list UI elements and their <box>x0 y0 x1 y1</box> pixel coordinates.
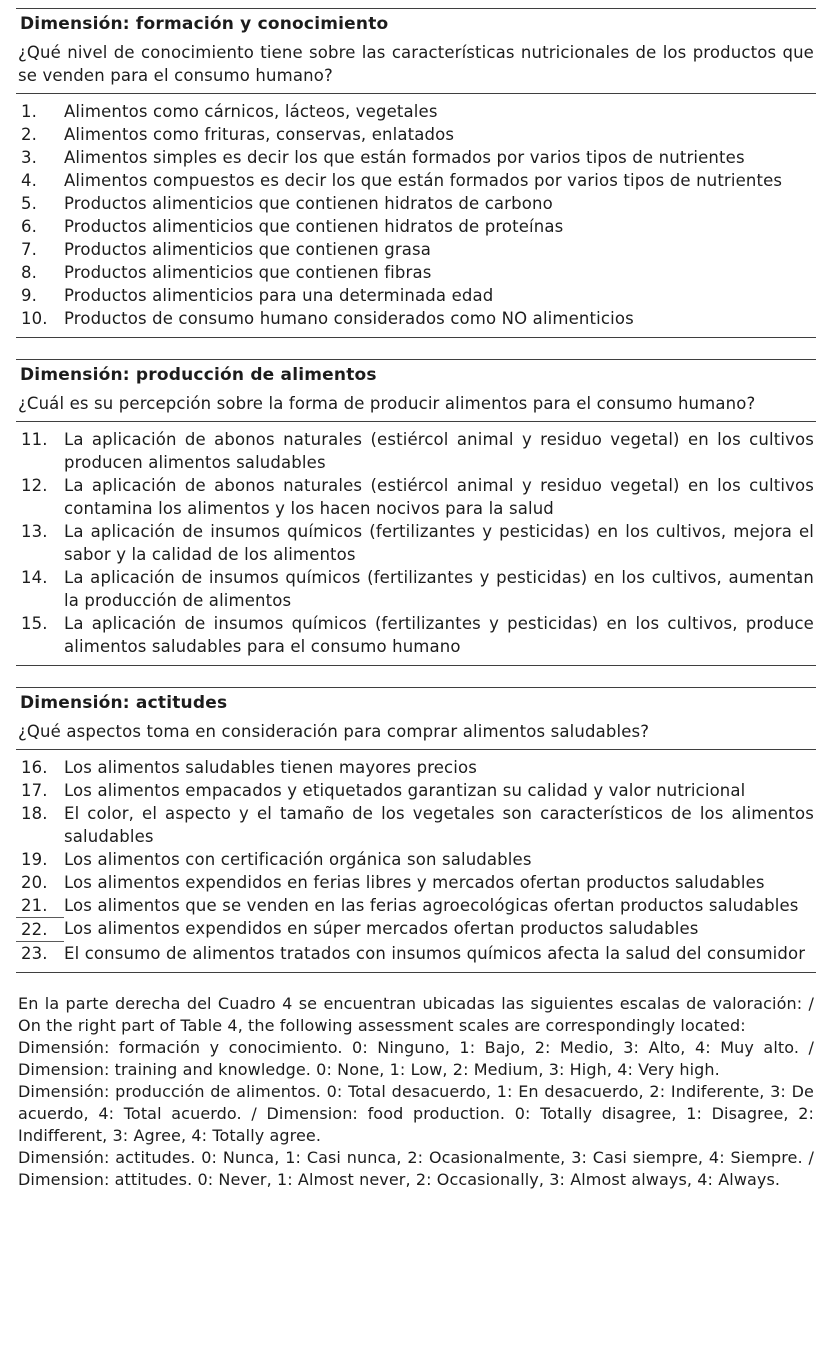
item-number: 21. <box>21 896 48 915</box>
item-text: Los alimentos expendidos en súper mercados ofertan productos saludables <box>64 919 699 938</box>
questionnaire-item <box>16 261 816 284</box>
section-title: Dimensión: formación y conocimiento <box>20 14 389 34</box>
item-number: 8. <box>21 263 38 282</box>
questionnaire-item <box>16 284 816 307</box>
item-number: 16. <box>21 758 48 777</box>
questionnaire-item <box>16 123 816 146</box>
item-text: Los alimentos que se venden en las ferias agroecológicas ofertan productos saludables <box>64 896 799 915</box>
questionnaire-item <box>16 612 816 658</box>
item-text: Productos de consumo humano considerados como NO alimenticios <box>64 309 634 328</box>
item-text: El color, el aspecto y el tamaño de los vegetales son característicos de los alimentos saludables <box>64 804 814 846</box>
questionnaire-item <box>16 146 816 169</box>
item-text: Productos alimenticios que contienen fibras <box>64 263 432 282</box>
item-number: 14. <box>21 568 48 587</box>
item-text: Los alimentos empacados y etiquetados garantizan su calidad y valor nutricional <box>64 781 746 800</box>
item-number: 15. <box>21 614 48 633</box>
questionnaire-item <box>16 942 816 965</box>
questionnaire-item <box>16 848 816 871</box>
item-number: 11. <box>21 430 48 449</box>
scale-legend-paragraph: Dimensión: formación y conocimiento. 0: Ninguno, 1: Bajo, 2: Medio, 3: Alto, 4: Muy alto. / Dimension: training and knowledge. 0: None, 1: Low, 2: Medium, 3: High, 4: Very high. <box>18 1038 814 1079</box>
questionnaire-item <box>16 474 816 520</box>
questionnaire-item <box>16 894 816 917</box>
item-text: La aplicación de insumos químicos (fertilizantes y pesticidas) en los cultivos, mejora el sabor y la calidad de los alimentos <box>64 522 814 564</box>
item-number: 4. <box>21 171 38 190</box>
item-number: 18. <box>21 804 48 823</box>
horizontal-rule <box>16 665 816 666</box>
item-text: Alimentos como frituras, conservas, enlatados <box>64 125 455 144</box>
section-produccion-alimentos <box>16 359 816 666</box>
item-text: La aplicación de insumos químicos (fertilizantes y pesticidas) en los cultivos, aumentan la producción de alimentos <box>64 568 814 610</box>
section-question: ¿Qué aspectos toma en consideración para comprar alimentos saludables? <box>18 722 650 741</box>
item-text: Los alimentos con certificación orgánica son saludables <box>64 850 532 869</box>
item-number: 23. <box>21 944 48 963</box>
item-text: Alimentos como cárnicos, lácteos, vegetales <box>64 102 438 121</box>
item-number: 2. <box>21 125 38 144</box>
questionnaire-item <box>16 238 816 261</box>
scale-legend-paragraph: Dimensión: actitudes. 0: Nunca, 1: Casi nunca, 2: Ocasionalmente, 3: Casi siempre, 4: Siempre. / Dimension: attitudes. 0: Never, 1: Almost never, 2: Occasionally, 3: Almost always, 4: Always. <box>18 1148 814 1189</box>
section-title: Dimensión: producción de alimentos <box>20 365 377 385</box>
horizontal-rule <box>16 359 816 360</box>
item-number: 17. <box>21 781 48 800</box>
questionnaire-item <box>16 756 816 779</box>
scale-legend-paragraph: En la parte derecha del Cuadro 4 se encuentran ubicadas las siguientes escalas de valoración: / On the right part of Table 4, the following assessment scales are correspondingly located: <box>18 994 814 1035</box>
item-number: 7. <box>21 240 38 259</box>
questionnaire-item <box>16 169 816 192</box>
horizontal-rule <box>16 337 816 338</box>
horizontal-rule <box>16 687 816 688</box>
item-number: 13. <box>21 522 48 541</box>
section-question: ¿Qué nivel de conocimiento tiene sobre las características nutricionales de los productos que se venden para el consumo humano? <box>18 43 814 85</box>
item-number: 10. <box>21 309 48 328</box>
item-text: Productos alimenticios que contienen hidratos de carbono <box>64 194 553 213</box>
item-number: 19. <box>21 850 48 869</box>
horizontal-rule <box>16 8 816 9</box>
item-text: La aplicación de insumos químicos (fertilizantes y pesticidas) en los cultivos, produce alimentos saludables para el consumo humano <box>64 614 814 656</box>
item-text: Los alimentos expendidos en ferias libres y mercados ofertan productos saludables <box>64 873 765 892</box>
questionnaire-item <box>16 307 816 330</box>
item-number: 22. <box>16 917 64 942</box>
item-text: Productos alimenticios que contienen grasa <box>64 240 432 259</box>
item-number: 6. <box>21 217 38 236</box>
item-number: 1. <box>21 102 38 121</box>
questionnaire-item <box>16 779 816 802</box>
item-text: Productos alimenticios que contienen hidratos de proteínas <box>64 217 564 236</box>
questionnaire-item <box>16 192 816 215</box>
questionnaire-item <box>16 215 816 238</box>
section-question: ¿Cuál es su percepción sobre la forma de producir alimentos para el consumo humano? <box>18 394 756 413</box>
questionnaire-item <box>16 917 816 942</box>
item-text: El consumo de alimentos tratados con insumos químicos afecta la salud del consumidor <box>64 944 806 963</box>
item-number: 12. <box>21 476 48 495</box>
scale-legend <box>16 993 816 1191</box>
item-text: Productos alimenticios para una determinada edad <box>64 286 494 305</box>
item-text: Los alimentos saludables tienen mayores precios <box>64 758 478 777</box>
section-formacion-conocimiento <box>16 8 816 338</box>
item-text: La aplicación de abonos naturales (estiércol animal y residuo vegetal) en los cultivos contamina los alimentos y los hacen nocivos para la salud <box>64 476 814 518</box>
item-text: Alimentos compuestos es decir los que están formados por varios tipos de nutrientes <box>64 171 783 190</box>
item-list <box>16 94 816 337</box>
questionnaire-item <box>16 566 816 612</box>
item-text: Alimentos simples es decir los que están formados por varios tipos de nutrientes <box>64 148 745 167</box>
item-number: 9. <box>21 286 38 305</box>
item-list <box>16 422 816 665</box>
questionnaire-item <box>16 520 816 566</box>
item-text: La aplicación de abonos naturales (estiércol animal y residuo vegetal) en los cultivos producen alimentos saludables <box>64 430 814 472</box>
item-list <box>16 750 816 972</box>
scale-legend-paragraph: Dimensión: producción de alimentos. 0: Total desacuerdo, 1: En desacuerdo, 2: Indiferente, 3: De acuerdo, 4: Total acuerdo. / Dimension: food production. 0: Totally disagree, 1: Disagree, 2: Indifferent, 3: Agree, 4: Totally agree. <box>18 1082 814 1145</box>
item-number: 20. <box>21 873 48 892</box>
questionnaire-item <box>16 802 816 848</box>
questionnaire-item <box>16 428 816 474</box>
section-actitudes <box>16 687 816 973</box>
item-number: 5. <box>21 194 38 213</box>
questionnaire-item <box>16 100 816 123</box>
horizontal-rule <box>16 972 816 973</box>
item-number: 3. <box>21 148 38 167</box>
section-title: Dimensión: actitudes <box>20 693 228 713</box>
questionnaire-item <box>16 871 816 894</box>
